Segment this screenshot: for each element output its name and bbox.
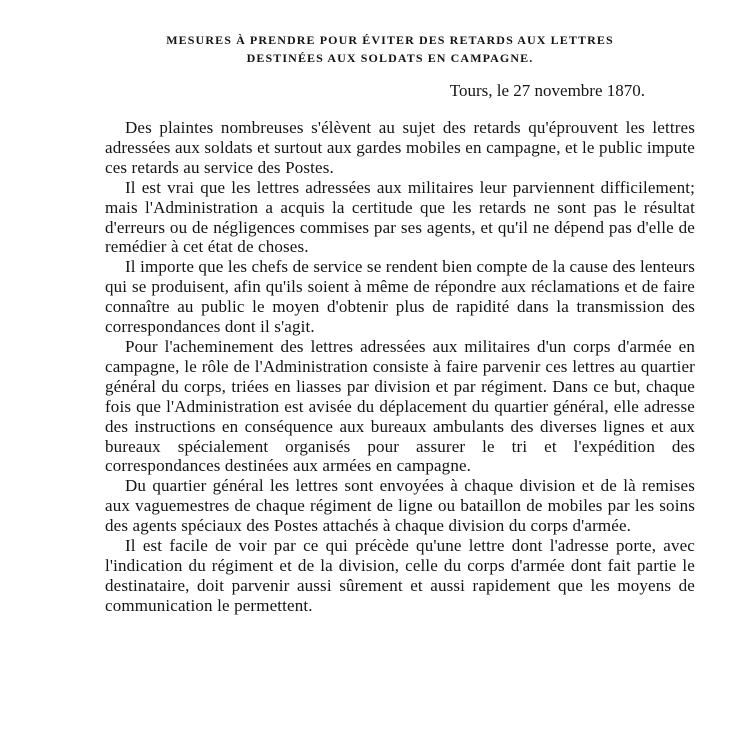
dateline: Tours, le 27 novembre 1870. (449, 81, 645, 100)
document-title-line-2: DESTINÉES AUX SOLDATS EN CAMPAGNE. (246, 51, 534, 65)
paragraph: Il est facile de voir par ce qui précède qu'une lettre dont l'adresse porte, avec l'indication du régiment et de la division, celle du corps d'armée dont fait partie le destinataire, doit parvenir aussi sûrement et aussi rapidement que les moyens de communication le permettent. (105, 536, 695, 615)
paragraph: Il est vrai que les lettres adressées aux militaires leur parviennent difficilement; mais l'Administration a acquis la certitude que les retards ne sont pas le résultat d'erreurs ou de négligences commises par ses agents, et qu'il ne dépend pas d'elle de remédier à cet état de choses. (105, 177, 695, 257)
paragraph: Il importe que les chefs de service se rendent bien compte de la cause des lenteurs qui se produisent, afin qu'ils soient à même de répondre aux réclamations et de faire connaître au public le moyen d'obtenir plus de rapidité dans la transmission des correspondances dont il s'agit. (105, 257, 695, 337)
document-title-line-1: MESURES À PRENDRE POUR ÉVITER DES RETARDS AUX LETTRES (166, 33, 614, 47)
paragraph: Pour l'acheminement des lettres adressées aux militaires d'un corps d'armée en campagne, le rôle de l'Administration consiste à faire parvenir ces lettres au quartier général du corps, triées en liasses par division et par régiment. Dans ce but, chaque fois que l'Administration est avisée du déplacement du quartier général, elle adresse des instructions en conséquence aux bureaux ambulants des diverses lignes et aux bureaux spécialement organisés pour assurer le tri et l'expédition des correspondances destinées aux armées en campagne. (105, 336, 695, 476)
paragraph: Des plaintes nombreuses s'élèvent au sujet des retards qu'éprouvent les lettres adressées aux soldats et surtout aux gardes mobiles en campagne, et le public impute ces retards au service des Postes. (105, 118, 695, 177)
document-body (105, 118, 695, 616)
paragraph: Du quartier général les lettres sont envoyées à chaque division et de là remises aux vaguemestres de chaque régiment de ligne ou bataillon de mobiles par les soins des agents spéciaux des Postes attachés à chaque division du corps d'armée. (105, 476, 695, 536)
